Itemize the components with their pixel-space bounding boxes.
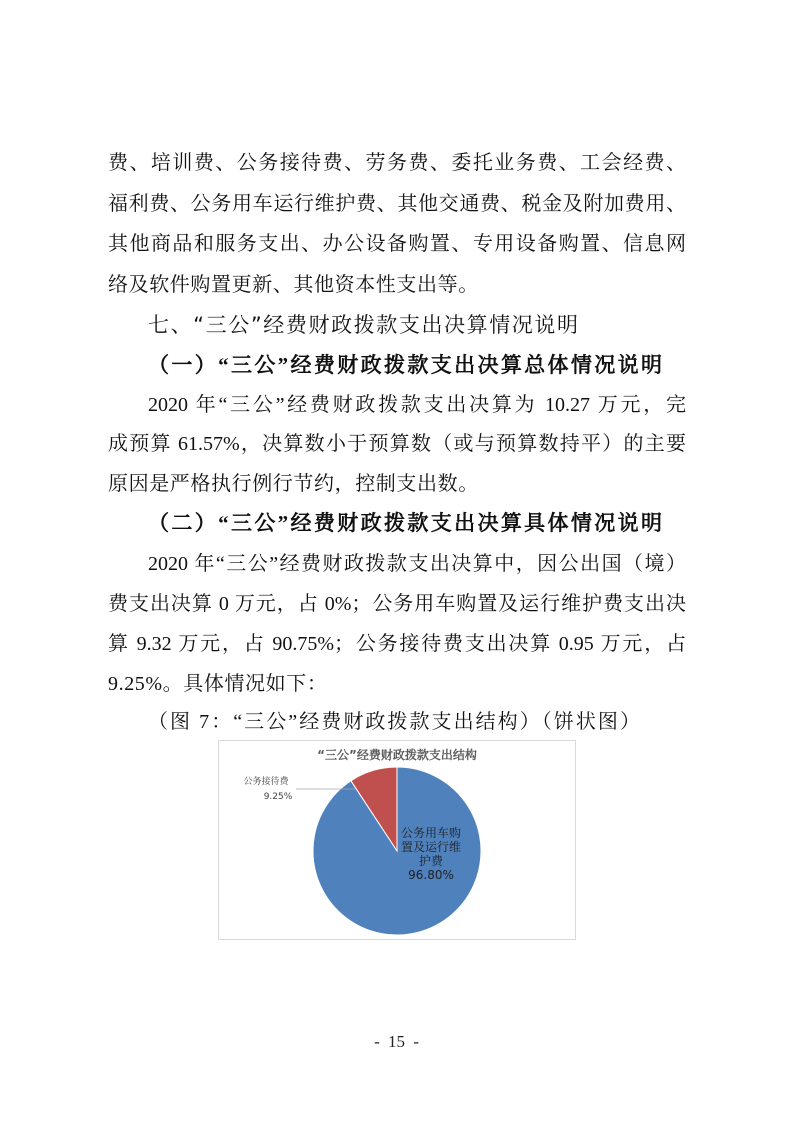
slice-label-reception-name: 公务接待费	[243, 777, 289, 787]
slice-label-vehicle-name: 公务用车购	[400, 826, 462, 840]
chart-title: “三公”经费财政拨款支出结构	[317, 748, 477, 762]
section-heading: 七、“三公”经费财政拨款支出决算情况说明	[148, 313, 578, 337]
paragraph-line: 9.25%。具体情况如下：	[108, 673, 328, 695]
slice-label-vehicle-name: 置及运行维	[400, 840, 462, 854]
slice-label-vehicle-value: 96.80%	[408, 868, 454, 882]
paragraph-line: 成预算 61.57%，决算数小于预算数（或与预算数持平）的主要	[108, 433, 686, 455]
paragraph-line: 费支出决算 0 万元，占 0%；公务用车购置及运行维护费支出决	[108, 593, 686, 615]
sub-heading-detail: （二）“三公”经费财政拨款支出决算具体情况说明	[148, 511, 662, 535]
paragraph-line: 络及软件购置更新、其他资本性支出等。	[108, 274, 479, 296]
paragraph-line: 算 9.32 万元，占 90.75%；公务接待费支出决算 0.95 万元，占	[108, 633, 686, 655]
paragraph-line: 2020 年“三公”经费财政拨款支出决算为 10.27 万元，完	[148, 394, 686, 416]
paragraph-line: 2020 年“三公”经费财政拨款支出决算中，因公出国（境）	[148, 553, 686, 575]
slice-label-vehicle-name: 护费	[418, 854, 444, 868]
page-number: - 15 -	[374, 1032, 419, 1051]
paragraph-line: 费、培训费、公务接待费、劳务费、委托业务费、工会经费、	[108, 152, 686, 174]
sub-heading-overall: （一）“三公”经费财政拨款支出决算总体情况说明	[148, 353, 662, 377]
figure-caption: （图 7：“三公”经费财政拨款支出结构）（饼状图）	[148, 711, 640, 733]
slice-label-reception-value: 9.25%	[263, 792, 293, 802]
paragraph-line: 福利费、公务用车运行维护费、其他交通费、税金及附加费用、	[108, 193, 686, 215]
paragraph-line: 其他商品和服务支出、办公设备购置、专用设备购置、信息网	[108, 233, 686, 255]
pie-chart	[218, 740, 576, 940]
paragraph-line: 原因是严格执行例行节约，控制支出数。	[108, 473, 479, 495]
